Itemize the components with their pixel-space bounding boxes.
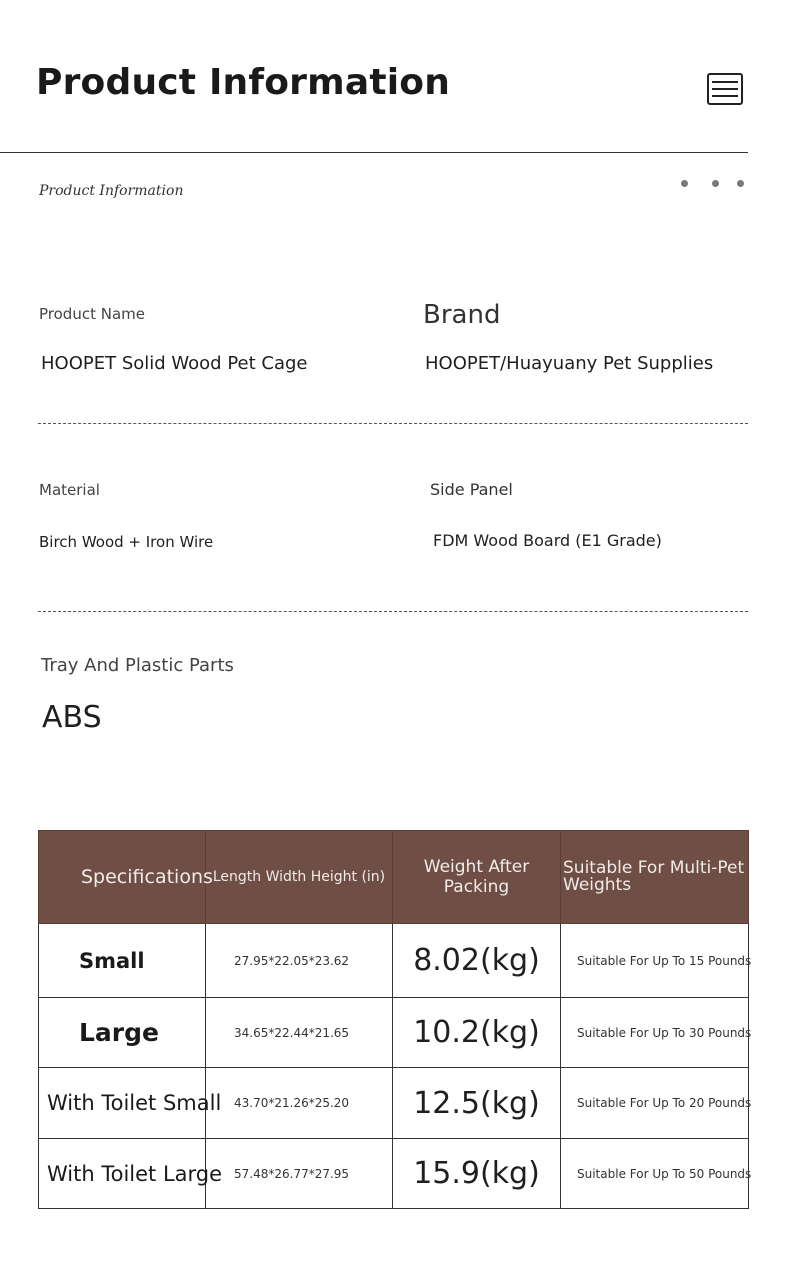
material-label: Material [39, 481, 100, 499]
row-weight: 12.5(kg) [393, 1068, 561, 1139]
row-name: Small [39, 924, 206, 998]
row-dimensions: 27.95*22.05*23.62 [206, 924, 393, 998]
header-weight: Weight After Packing [393, 831, 561, 924]
row-weight: 10.2(kg) [393, 998, 561, 1068]
row-weight: 15.9(kg) [393, 1139, 561, 1209]
dot [737, 180, 744, 187]
row-name: Large [39, 998, 206, 1068]
row-name: With Toilet Large [39, 1139, 206, 1209]
tray-label: Tray And Plastic Parts [41, 655, 234, 676]
row-dimensions: 34.65*22.44*21.65 [206, 998, 393, 1068]
row-suitable: Suitable For Up To 15 Pounds [561, 924, 749, 998]
hamburger-menu-icon[interactable] [707, 73, 743, 105]
pagination-dots [681, 180, 745, 188]
page-title: Product Information [36, 62, 451, 103]
table-header-row [39, 831, 749, 924]
dot [712, 180, 719, 187]
row-dimensions: 43.70*21.26*25.20 [206, 1068, 393, 1139]
table-row [39, 1139, 749, 1209]
row-suitable: Suitable For Up To 50 Pounds [561, 1139, 749, 1209]
dashed-divider [38, 423, 748, 424]
section-subtitle: Product Information [39, 183, 184, 199]
menu-bar [712, 81, 738, 83]
material-value: Birch Wood + Iron Wire [39, 533, 214, 551]
brand-value: HOOPET/Huayuany Pet Supplies [425, 353, 714, 374]
row-suitable: Suitable For Up To 20 Pounds [561, 1068, 749, 1139]
table-row [39, 998, 749, 1068]
dot [681, 180, 688, 187]
side-panel-value: FDM Wood Board (E1 Grade) [433, 531, 662, 550]
menu-bar [712, 95, 738, 97]
header-divider [0, 152, 748, 153]
row-weight: 8.02(kg) [393, 924, 561, 998]
table-row [39, 924, 749, 998]
header-dimensions: Length Width Height (in) [206, 831, 393, 924]
header-suitable: Suitable For Multi-Pet Weights [561, 831, 749, 924]
row-suitable: Suitable For Up To 30 Pounds [561, 998, 749, 1068]
dashed-divider [38, 611, 748, 612]
header-specifications: Specifications [39, 831, 206, 924]
product-name-value: HOOPET Solid Wood Pet Cage [41, 353, 308, 374]
row-name: With Toilet Small [39, 1068, 206, 1139]
menu-bar [712, 88, 738, 90]
tray-value: ABS [42, 700, 102, 735]
specifications-table [38, 830, 752, 1209]
brand-label: Brand [423, 300, 501, 330]
product-name-label: Product Name [39, 305, 145, 323]
side-panel-label: Side Panel [430, 480, 513, 499]
row-dimensions: 57.48*26.77*27.95 [206, 1139, 393, 1209]
table-row [39, 1068, 749, 1139]
